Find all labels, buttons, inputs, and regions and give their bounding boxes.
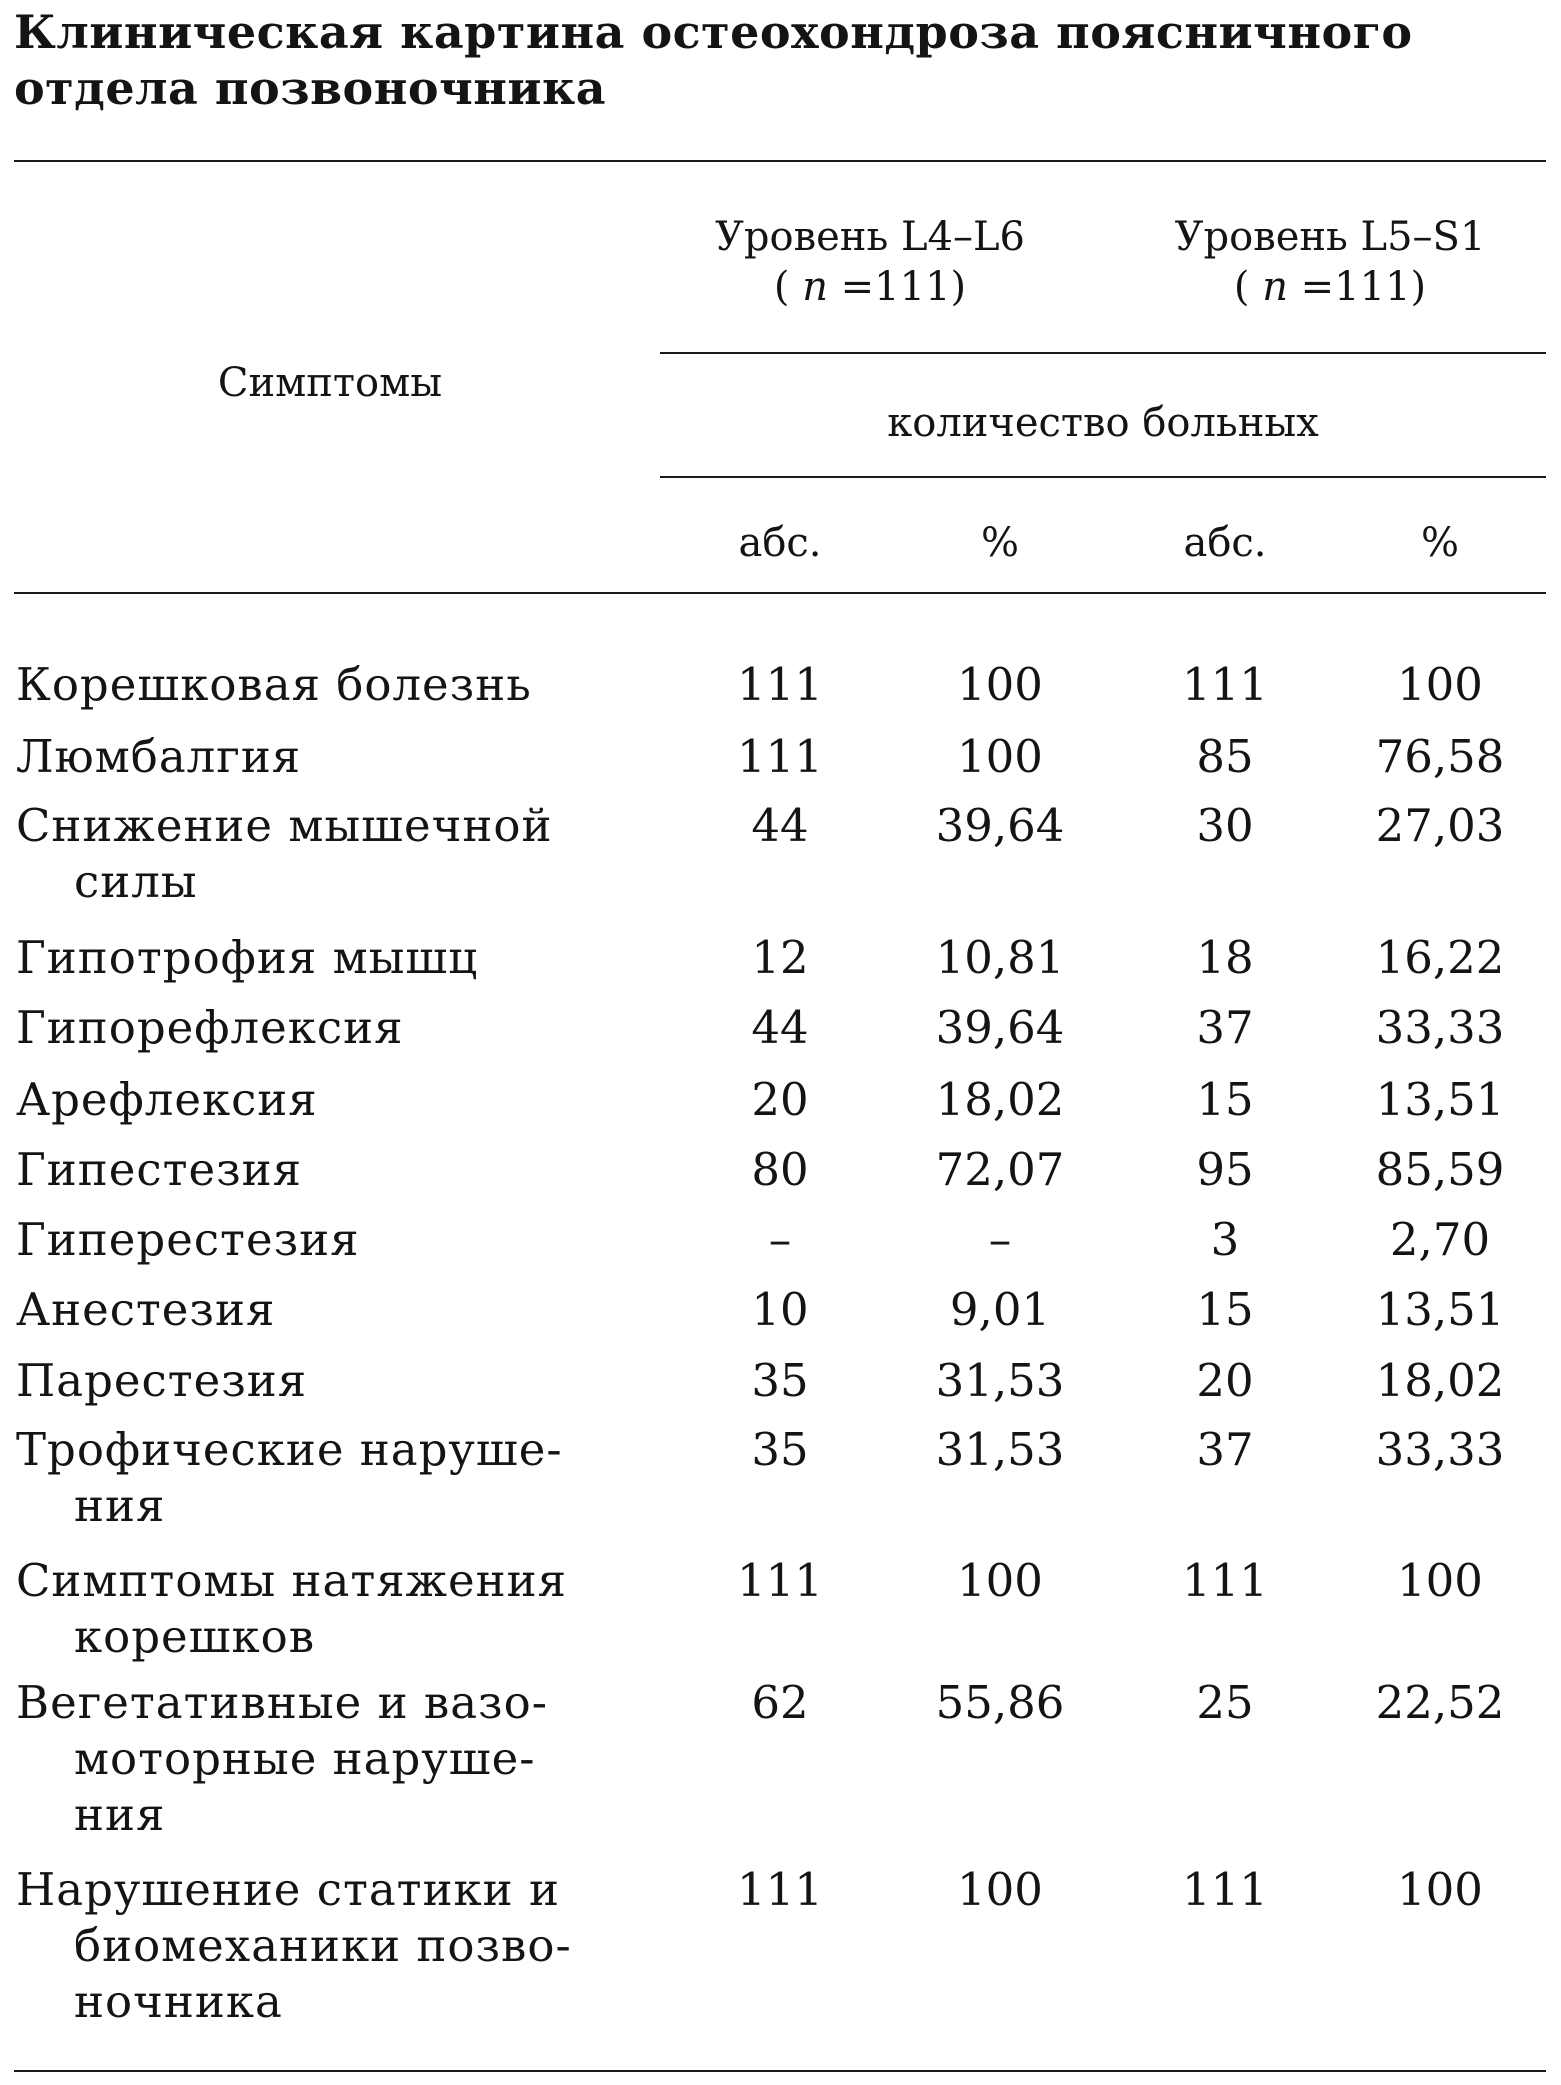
symptom-label-line: Вегетативные и вазо- [16,1676,548,1729]
table-title [14,4,1544,116]
cell-l4-l6-pct: 10,81 [935,931,1065,984]
cell-l4-l6-abs: 20 [751,1073,809,1126]
cell-l5-s1-pct: 100 [1397,1863,1483,1916]
symptom-label-line: Гипотрофия мышц [16,931,479,984]
symptom-label-line: Корешковая болезнь [16,658,532,711]
cell-l4-l6-abs: 35 [751,1354,809,1407]
symptom-label [16,1422,656,1534]
header-pct-1: % [980,520,1019,566]
cell-l5-s1-pct: 85,59 [1375,1143,1505,1196]
group-l4-l6-title: Уровень L4–L6 [715,214,1025,260]
cell-l5-s1-abs: 111 [1182,1554,1268,1607]
cell-l5-s1-pct: 33,33 [1375,1423,1505,1476]
cell-l5-s1-abs: 111 [1182,1863,1268,1916]
cell-l4-l6-abs: – [768,1213,792,1266]
cell-l5-s1-abs: 95 [1196,1143,1254,1196]
cell-l5-s1-abs: 15 [1196,1073,1254,1126]
cell-l5-s1-pct: 22,52 [1375,1676,1505,1729]
cell-l4-l6-pct: 55,86 [935,1676,1065,1729]
symptom-label-line: Арефлексия [16,1073,318,1126]
symptom-label [16,798,656,910]
header-abs-1: абс. [738,520,822,566]
cell-l4-l6-pct: 39,64 [935,799,1065,852]
cell-l5-s1-abs: 37 [1196,1423,1254,1476]
symptom-label [16,1142,656,1198]
cell-l4-l6-abs: 111 [737,658,823,711]
cell-l5-s1-pct: 13,51 [1375,1073,1505,1126]
cell-l5-s1-abs: 25 [1196,1676,1254,1729]
header-count-label: количество больных [887,400,1319,446]
cell-l4-l6-pct: 100 [957,1554,1043,1607]
symptom-label [16,1353,656,1409]
symptom-label [16,930,656,986]
cell-l5-s1-abs: 18 [1196,931,1254,984]
header-bottom-rule [14,592,1546,594]
cell-l4-l6-abs: 111 [737,730,823,783]
cell-l4-l6-abs: 111 [737,1863,823,1916]
cell-l4-l6-pct: 100 [957,658,1043,711]
cell-l5-s1-pct: 2,70 [1389,1213,1491,1266]
bottom-rule [14,2070,1546,2072]
header-pct-2: % [1420,520,1459,566]
cell-l5-s1-abs: 111 [1182,658,1268,711]
group-rule [660,352,1546,354]
cell-l4-l6-abs: 10 [751,1283,809,1336]
cell-l5-s1-pct: 18,02 [1375,1354,1505,1407]
cell-l5-s1-abs: 20 [1196,1354,1254,1407]
cell-l4-l6-abs: 35 [751,1423,809,1476]
cell-l5-s1-pct: 13,51 [1375,1283,1505,1336]
symptom-label [16,1282,656,1338]
cell-l4-l6-abs: 44 [751,1001,809,1054]
cell-l5-s1-pct: 27,03 [1375,799,1505,852]
cell-l4-l6-abs: 44 [751,799,809,852]
symptom-label-line: ния [74,1479,166,1532]
header-abs-2: абс. [1183,520,1267,566]
cell-l4-l6-abs: 12 [751,931,809,984]
symptom-label-line: ния [74,1788,166,1841]
cell-l4-l6-abs: 111 [737,1554,823,1607]
symptom-label-line: ночника [74,1975,283,2028]
symptom-label-line: Люмбалгия [16,730,302,783]
symptom-label-line: биомеханики позво- [74,1919,572,1972]
symptom-label [16,1000,656,1056]
symptom-label-line: Гипорефлексия [16,1001,404,1054]
cell-l4-l6-abs: 62 [751,1676,809,1729]
group-l4-l6-n: ( n =111) [773,264,967,310]
header-group-l5-s1 [1110,212,1550,312]
symptom-label-line: силы [74,855,198,908]
top-rule [14,160,1546,162]
cell-l4-l6-pct: 31,53 [935,1423,1065,1476]
cell-l4-l6-pct: 100 [957,730,1043,783]
cell-l4-l6-abs: 80 [751,1143,809,1196]
cell-l4-l6-pct: 9,01 [949,1283,1051,1336]
symptom-label-line: Снижение мышечной [16,799,553,852]
cell-l4-l6-pct: – [988,1213,1012,1266]
count-rule [660,476,1546,478]
group-l5-s1-n: ( n =111) [1233,264,1427,310]
symptom-label [16,1675,656,1843]
cell-l5-s1-abs: 30 [1196,799,1254,852]
cell-l4-l6-pct: 100 [957,1863,1043,1916]
cell-l4-l6-pct: 72,07 [935,1143,1065,1196]
cell-l5-s1-pct: 16,22 [1375,931,1505,984]
cell-l4-l6-pct: 39,64 [935,1001,1065,1054]
cell-l5-s1-abs: 85 [1196,730,1254,783]
symptom-label-line: корешков [74,1610,316,1663]
header-group-l4-l6 [660,212,1080,312]
cell-l5-s1-abs: 15 [1196,1283,1254,1336]
symptom-label [16,1072,656,1128]
cell-l4-l6-pct: 18,02 [935,1073,1065,1126]
symptom-label [16,657,656,713]
cell-l5-s1-pct: 33,33 [1375,1001,1505,1054]
group-l5-s1-title: Уровень L5–S1 [1174,214,1486,260]
cell-l5-s1-abs: 37 [1196,1001,1254,1054]
symptom-label-line: Нарушение статики и [16,1863,560,1916]
symptom-label-line: Трофические наруше- [16,1423,563,1476]
header-symptoms: Симптомы [217,360,443,406]
symptom-label-line: моторные наруше- [74,1732,536,1785]
symptom-label [16,729,656,785]
symptom-label-line: Гипестезия [16,1143,303,1196]
cell-l5-s1-abs: 3 [1210,1213,1240,1266]
cell-l5-s1-pct: 100 [1397,658,1483,711]
title-line-1: Клиническая картина остеохондроза поясничного [14,5,1413,59]
symptom-label [16,1862,656,2030]
symptom-label-line: Парестезия [16,1354,308,1407]
symptom-label-line: Анестезия [16,1283,276,1336]
cell-l5-s1-pct: 100 [1397,1554,1483,1607]
symptom-label [16,1212,656,1268]
symptom-label-line: Гиперестезия [16,1213,360,1266]
cell-l5-s1-pct: 76,58 [1375,730,1505,783]
symptom-label [16,1553,656,1665]
title-line-2: отдела позвоночника [14,61,607,115]
cell-l4-l6-pct: 31,53 [935,1354,1065,1407]
symptom-label-line: Симптомы натяжения [16,1554,568,1607]
